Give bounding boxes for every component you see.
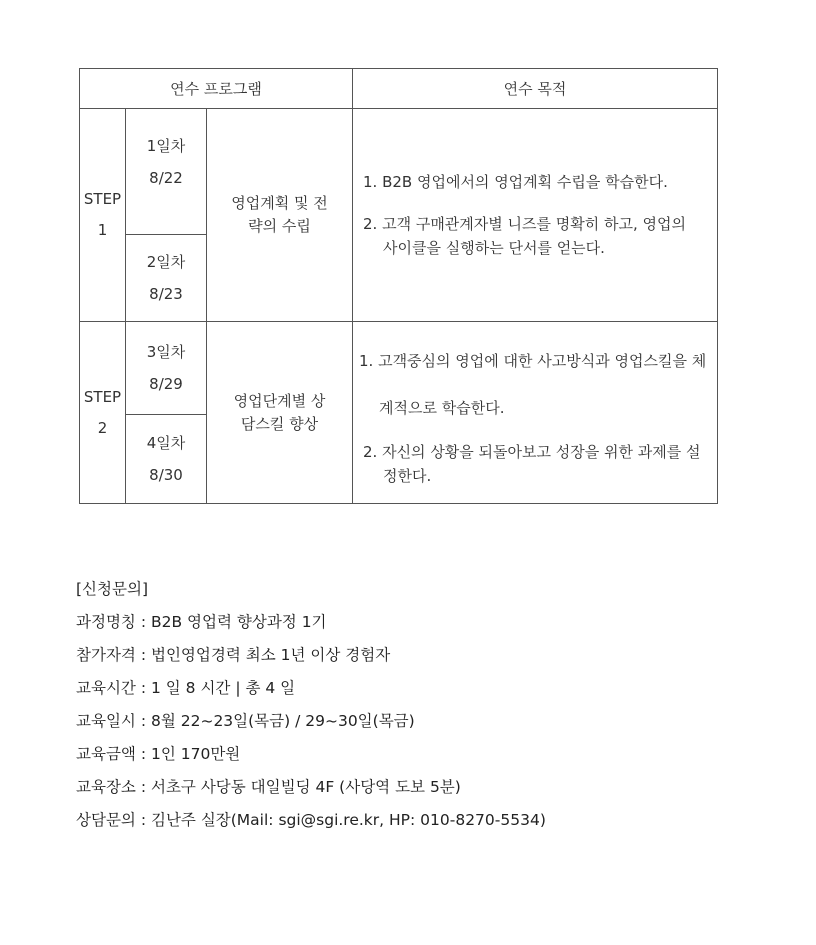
program-cell-2: 영업단계별 상담스킬 향상	[207, 322, 353, 504]
inquiry-section	[76, 575, 546, 839]
step-label-2: STEP 2	[80, 322, 126, 504]
purpose-item: 2. 고객 구매관계자별 니즈를 명확히 하고, 영업의 사이클을 실행하는 단서를 얻는다.	[363, 215, 686, 257]
program-table	[79, 68, 718, 504]
purpose-item: 1. 고객중심의 영업에 대한 사고방식과 영업스킬을 체계적으로 학습한다.	[359, 351, 707, 417]
day-cell-1	[126, 109, 207, 235]
day-label: 4일차	[146, 434, 186, 452]
info-price: 교육금액 : 1인 170만원	[76, 745, 241, 763]
table-row-step-2-day-3	[80, 322, 718, 415]
info-location: 교육장소 : 서초구 사당동 대일빌딩 4F (사당역 도보 5분)	[76, 778, 461, 796]
program-cell-1: 영업계획 및 전략의 수립	[207, 109, 353, 322]
inquiry-heading: [신청문의]	[76, 580, 148, 598]
purpose-item: 1. B2B 영업에서의 영업계획 수립을 학습한다.	[363, 173, 668, 191]
table-header-row	[80, 69, 718, 109]
info-duration: 교육시간 : 1 일 8 시간 | 총 4 일	[76, 679, 296, 697]
header-program: 연수 프로그램	[80, 69, 353, 109]
day-cell-2	[126, 235, 207, 322]
day-label: 1일차	[146, 136, 186, 155]
day-label: 3일차	[146, 343, 186, 361]
day-cell-4	[126, 415, 207, 504]
day-label: 2일차	[146, 253, 186, 271]
day-date: 8/29	[149, 375, 183, 393]
info-eligibility: 참가자격 : 법인영업경력 최소 1년 이상 경험자	[76, 646, 391, 664]
table-row-step-1-day-1	[80, 109, 718, 235]
day-date: 8/30	[149, 466, 183, 484]
step-label-1: STEP 1	[80, 109, 126, 322]
info-course-name: 과정명칭 : B2B 영업력 향상과정 1기	[76, 613, 327, 631]
day-date: 8/23	[149, 285, 183, 303]
info-contact: 상담문의 : 김난주 실장(Mail: sgi@sgi.re.kr, HP: 010-8270-5534)	[76, 811, 546, 829]
day-date: 8/22	[149, 168, 183, 187]
purpose-cell-1	[353, 109, 718, 322]
purpose-cell-2	[353, 322, 718, 504]
day-cell-3	[126, 322, 207, 415]
info-schedule: 교육일시 : 8월 22~23일(목금) / 29~30일(목금)	[76, 712, 415, 730]
header-purpose: 연수 목적	[353, 69, 718, 109]
purpose-item: 2. 자신의 상황을 되돌아보고 성장을 위한 과제를 설정한다.	[363, 442, 701, 485]
